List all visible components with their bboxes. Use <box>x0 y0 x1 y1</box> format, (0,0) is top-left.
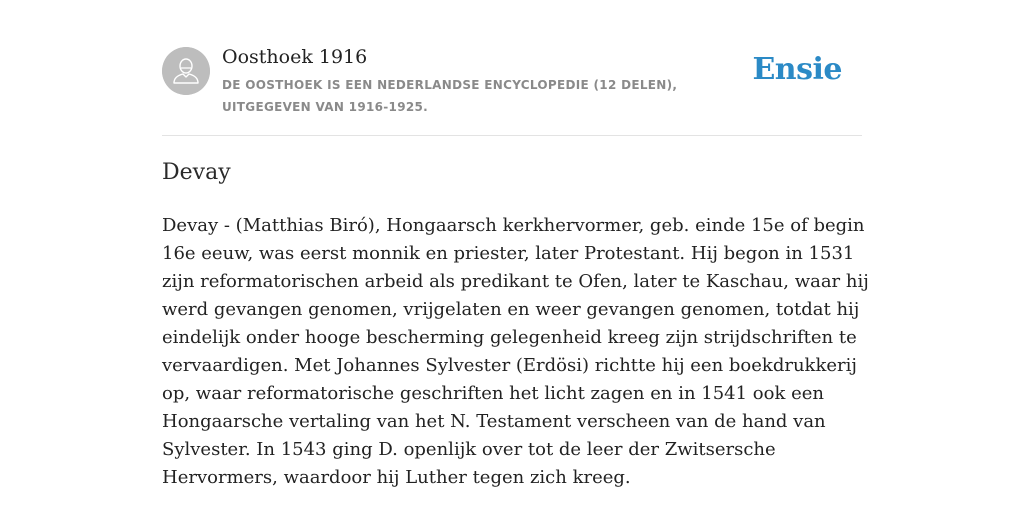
header-divider <box>162 135 862 136</box>
source-description: DE OOSTHOEK IS EEN NEDERLANDSE ENCYCLOPEDIE (12 DELEN), UITGEGEVEN VAN 1916-1925. <box>222 78 678 114</box>
user-avatar-icon[interactable] <box>162 47 210 95</box>
source-header <box>162 44 862 136</box>
source-title[interactable]: Oosthoek 1916 <box>222 46 368 68</box>
entry-title: Devay <box>162 160 231 185</box>
entry-body: Devay - (Matthias Biró), Hongaarsch kerkhervormer, geb. einde 15e of begin 16e eeuw, was eerst monnik en priester, later Protestant. Hij begon in 1531 zijn reformatorischen arbeid als predikant te Ofen, later te Kaschau, waar hij werd gevangen genomen, vrijgelaten en weer gevangen genomen, totdat hij eindelijk onder hooge bescherming gelegenheid kreeg zijn strijdschriften te vervaardigen. Met Johannes Sylvester (Erdösi) richtte hij een boekdrukkerij op, waar reformatorische geschriften het licht zagen en in 1541 ook een Hongaarsche vertaling van het N. Testament verscheen van de hand van Sylvester. In 1543 ging D. openlijk over tot de leer der Zwitsersche Hervormers, waardoor hij Luther tegen zich kreeg. <box>162 215 869 488</box>
ensie-logo[interactable]: Ensie <box>752 52 842 87</box>
